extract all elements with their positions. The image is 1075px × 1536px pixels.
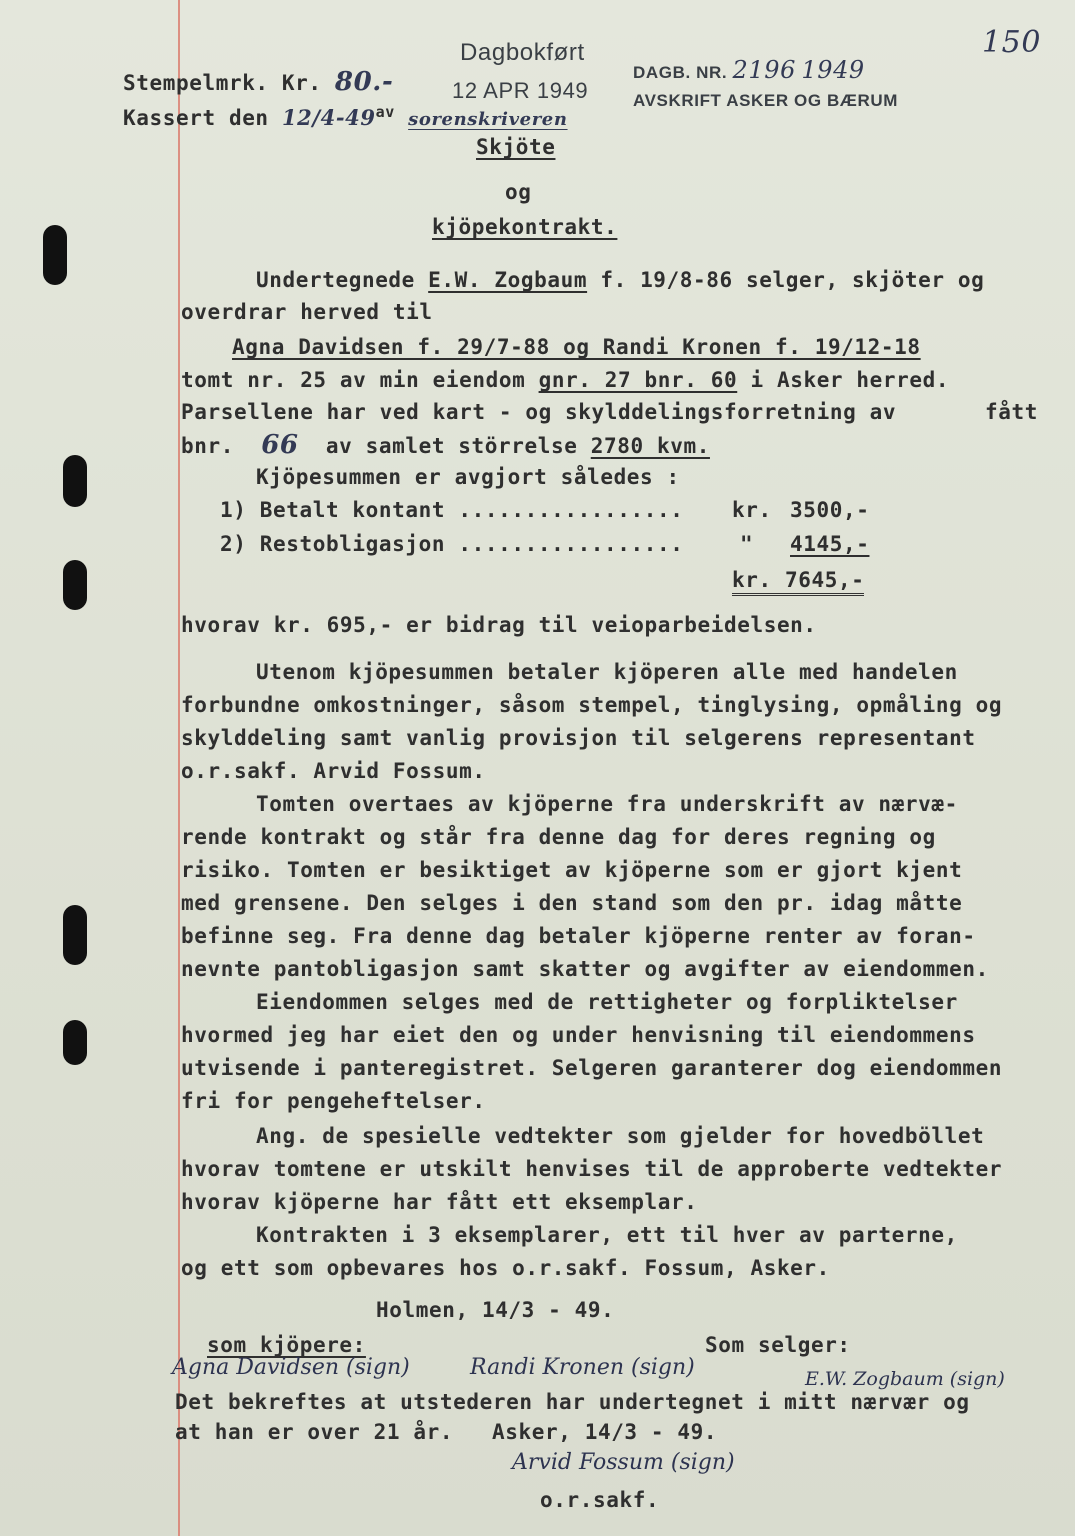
p1-line1 [256,268,984,293]
dagb-year: 1949 [801,56,865,84]
title-og: og [505,180,532,204]
p4-line: Eiendommen selges med de rettigheter og forpliktelser [256,990,958,1014]
title-kjopekontrakt: kjöpekontrakt. [432,215,618,239]
dagb-nr: 2196 [732,56,796,84]
stamp-line [123,67,394,97]
veiop-line: hvorav kr. 695,- er bidrag til veioparbeidelsen. [181,613,817,637]
p5-line: Ang. de spesielle vedtekter som gjelder for hovedböllet [256,1124,985,1148]
binder-hole [43,225,67,285]
p4-line: utvisende i panteregistret. Selgeren garanterer dog eiendommen [181,1056,1003,1080]
kassert-line [123,100,568,132]
text: bnr. [181,434,234,458]
p1-line5: Parsellene har ved kart - og skylddelingsforretning av [181,400,897,424]
p1-line5-end: fått [985,400,1038,424]
text: Undertegnede [256,268,429,292]
p5-line: hvorav kjöperne har fått ett eksemplar. [181,1190,698,1214]
text: av samlet störrelse [325,434,591,458]
text: tomt nr. 25 av min eiendom [181,368,539,392]
buyers-label: som kjöpere: [207,1333,366,1357]
p1-line4 [181,368,949,393]
kassert-av: av [375,103,395,121]
page-number: 150 [982,25,1042,60]
p1-line6 [181,430,710,460]
place-date: Holmen, 14/3 - 49. [376,1298,615,1322]
p2-line: o.r.sakf. Arvid Fossum. [181,759,486,783]
price-total [732,568,864,596]
p3-line: med grensene. Den selges i den stand som den pr. idag måtte [181,891,963,915]
p4-line: hvormed jeg har eiet den og under henvisning til eiendommens [181,1023,976,1047]
binder-hole [63,1020,87,1065]
signature-randi-kronen: Randi Kronen (sign) [470,1355,695,1380]
price-intro: Kjöpesummen er avgjort således : [256,465,680,489]
total-currency: kr. [732,568,772,592]
price-item-amount: 3500,- [790,498,870,522]
avskrift-stamp: AVSKRIFT ASKER OG BÆRUM [633,91,899,110]
kassert-date: 12/4-49 [281,105,376,130]
price-item-label: 2) Restobligasjon ................. [220,532,684,556]
dagb-nr-stamp [633,58,865,85]
p2-line: forbundne omkostninger, såsom stempel, tinglysing, opmåling og [181,693,1003,717]
kassert-label: Kassert den [123,106,269,130]
text: i Asker herred. [737,368,950,392]
plot-size: 2780 kvm. [590,434,710,458]
p3-line: nevnte pantobligasjon samt skatter og avgifter av eiendommen. [181,957,989,981]
p2-line: Utenom kjöpesummen betaler kjöperen alle med handelen [256,660,958,684]
dagbok-date-stamp: 12 APR 1949 [452,78,589,103]
p6-line: og ett som opbevares hos o.r.sakf. Fossum, Asker. [181,1256,830,1280]
p1-line2: overdrar herved til [181,300,433,324]
binder-hole [63,455,87,507]
bnr-handwritten: 66 [261,430,299,460]
confirm-line2: at han er over 21 år. [175,1420,454,1444]
seller-label: Som selger: [705,1333,851,1357]
kassert-by: sorenskriveren [408,109,568,130]
binder-hole [63,560,87,610]
buyers-line: Agna Davidsen f. 29/7-88 og Randi Kronen f. 19/12-18 [232,335,921,359]
title-or-sakf: o.r.sakf. [540,1488,660,1512]
title-skjote: Skjöte [476,135,556,159]
dagbokfort-stamp: Dagbokført [460,39,585,66]
total-amount: 7645,- [784,568,865,592]
signature-agna-davidsen: Agna Davidsen (sign) [172,1355,410,1380]
confirm-place: Asker, 14/3 - 49. [492,1420,718,1444]
p3-line: befinne seg. Fra denne dag betaler kjöperne renter av foran- [181,924,976,948]
price-item-amount: 4145,- [790,532,870,556]
gnr-bnr: gnr. 27 bnr. 60 [538,368,738,392]
p6-line: Kontrakten i 3 eksemplarer, ett til hver av parterne, [256,1223,958,1247]
signature-ew-zogbaum: E.W. Zogbaum (sign) [805,1368,1005,1390]
p3-line: rende kontrakt og står fra denne dag for deres regning og [181,825,936,849]
stamp-label: Stempelmrk. Kr. [123,71,322,95]
stamp-amount: 80.- [334,67,394,97]
p3-line: risiko. Tomten er besiktiget av kjöperne som er gjort kjent [181,858,963,882]
p5-line: hvorav tomtene er utskilt henvises til de approberte vedtekter [181,1157,1003,1181]
margin-line [178,0,180,1536]
confirm-line1: Det bekreftes at utstederen har undertegnet i mitt nærvær og [175,1390,970,1414]
price-item-label: 1) Betalt kontant ................. [220,498,684,522]
dagb-nr-label: DAGB. NR. [633,63,728,82]
signature-arvid-fossum: Arvid Fossum (sign) [512,1450,735,1475]
price-item-currency: kr. [732,498,772,522]
p2-line: skylddeling samt vanlig provisjon til selgerens representant [181,726,976,750]
p4-line: fri for pengeheftelser. [181,1089,486,1113]
p3-line: Tomten overtaes av kjöperne fra underskrift av nærvæ- [256,792,958,816]
price-item-currency: " [740,532,754,556]
binder-hole [63,905,87,965]
text: f. 19/8-86 selger, skjöter og [587,268,985,292]
seller-name: E.W. Zogbaum [428,268,588,292]
